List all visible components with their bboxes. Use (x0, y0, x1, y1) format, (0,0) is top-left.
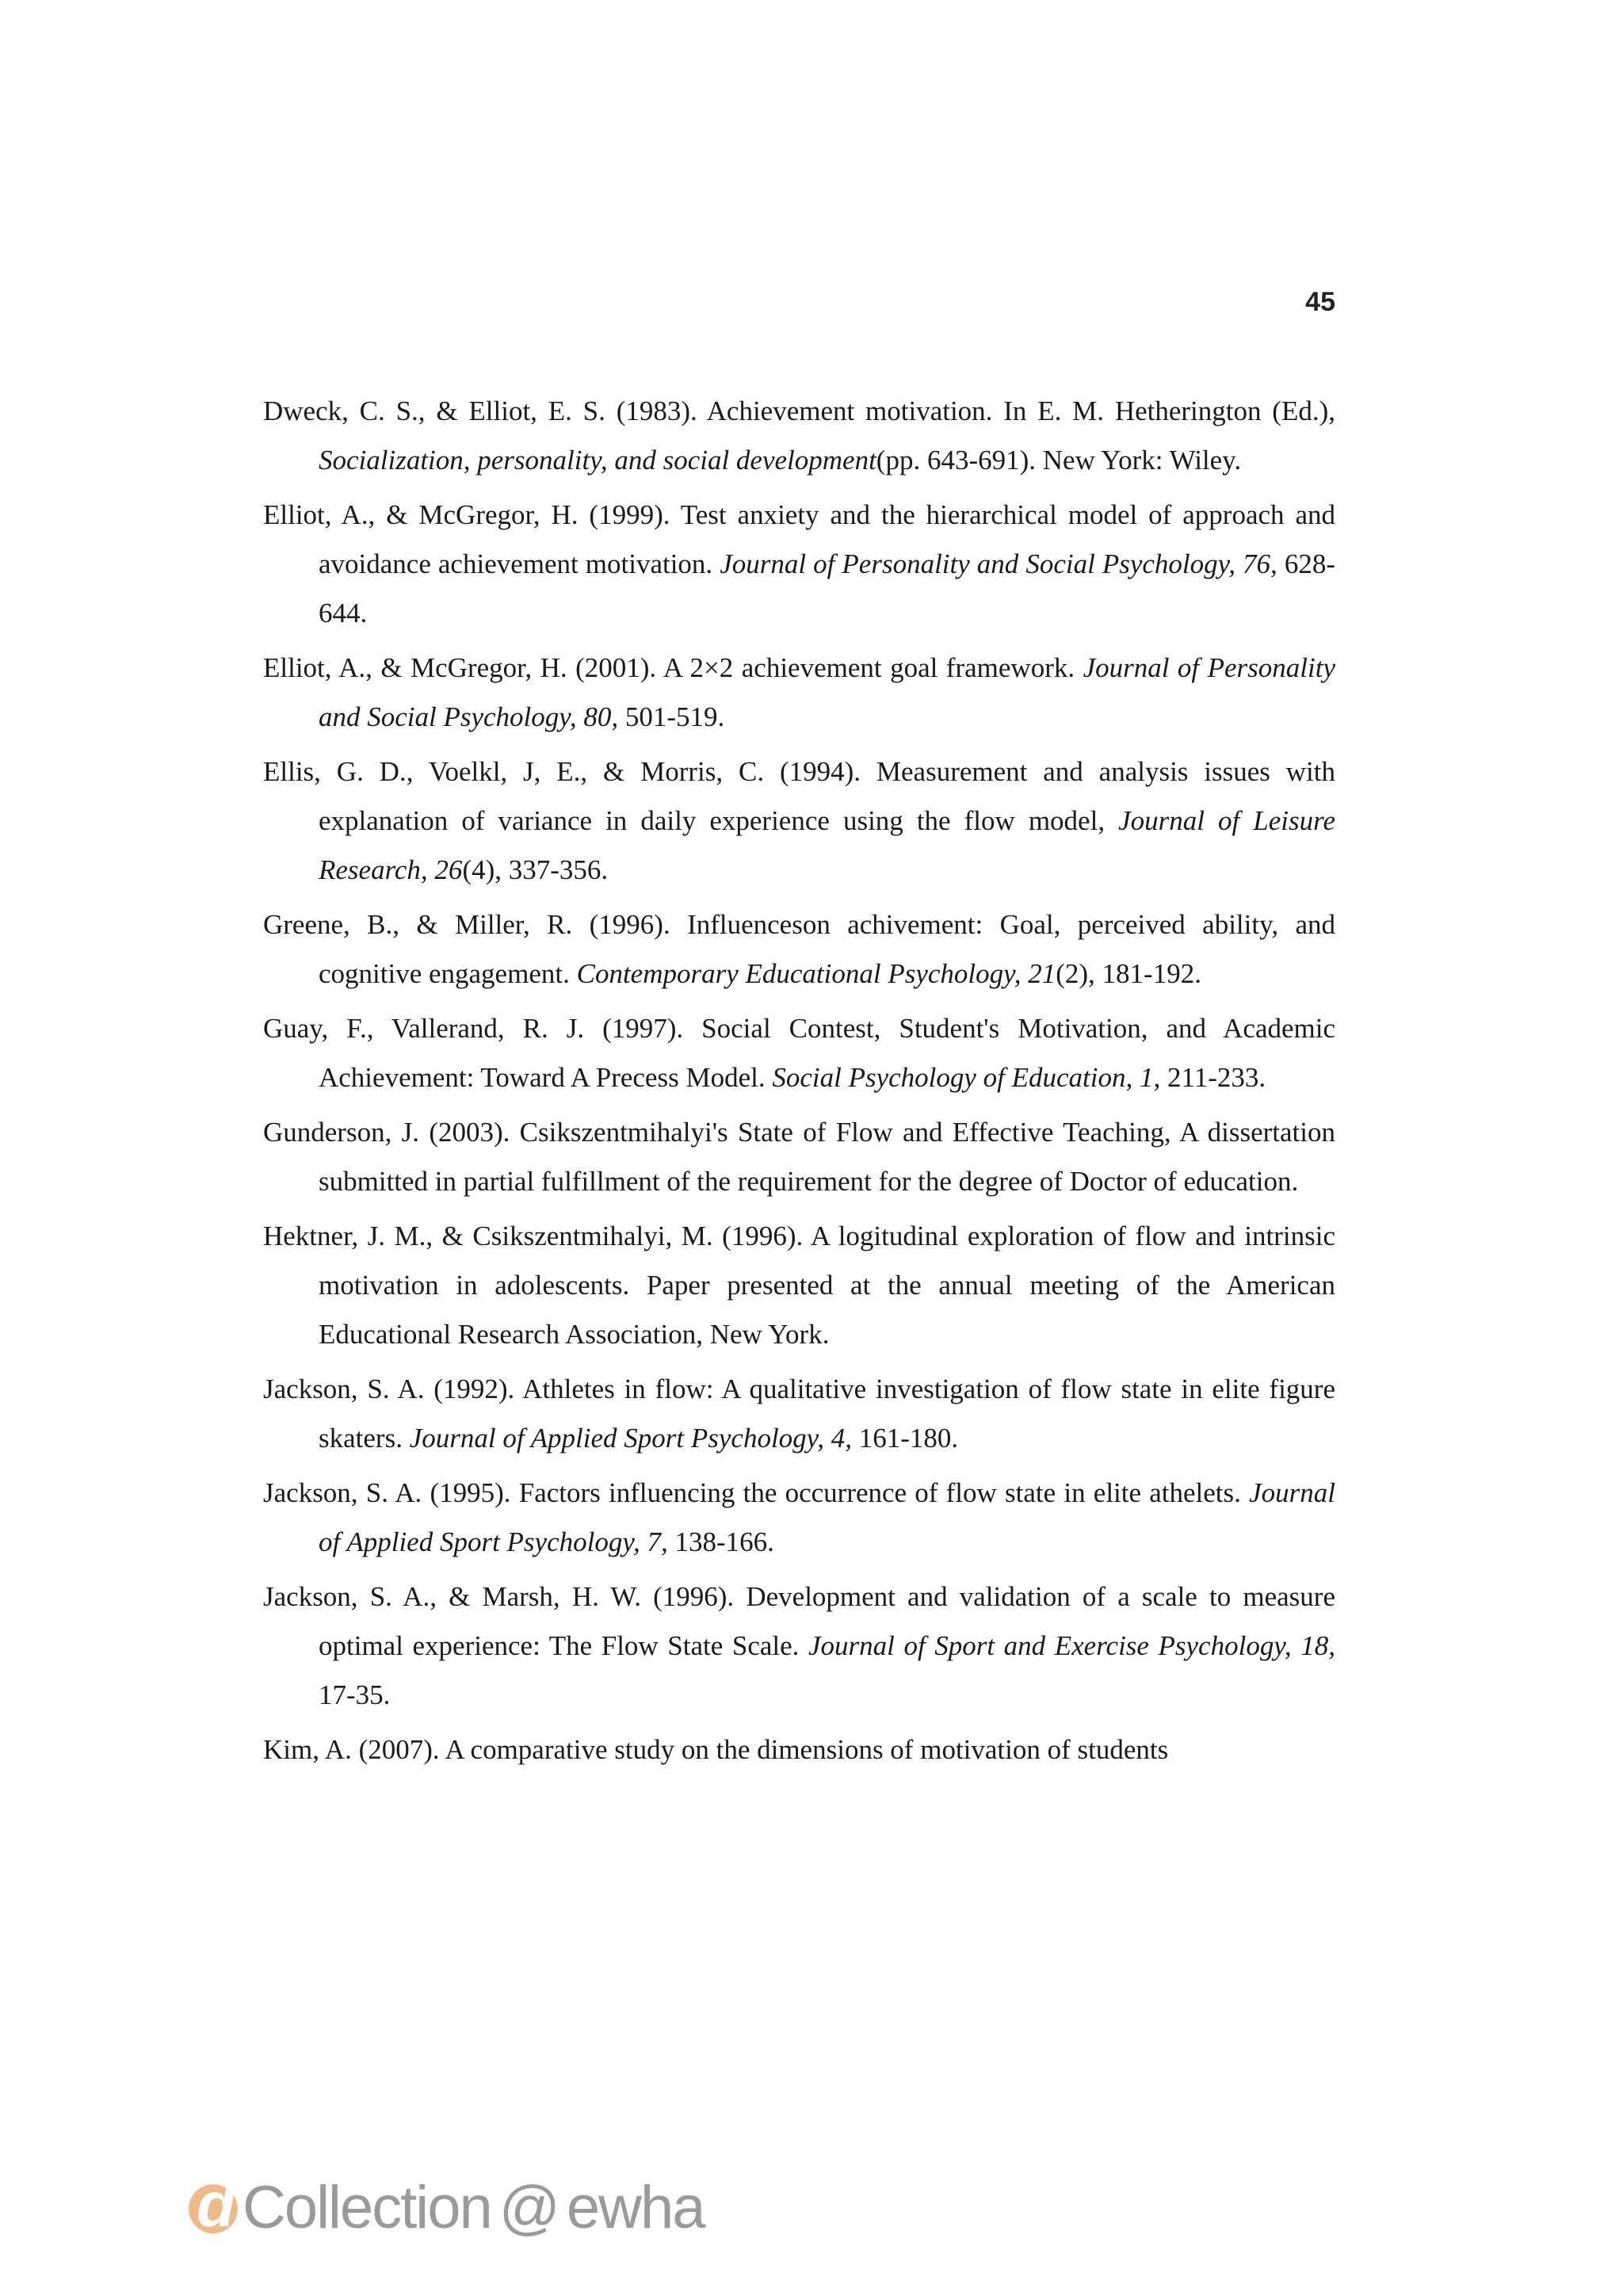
reference-entry: Elliot, A., & McGregor, H. (2001). A 2×2 achievement goal framework. Journal of Personality and Social Psychology, 80, 501-519. (263, 652, 1335, 732)
reference-entry: Ellis, G. D., Voelkl, J, E., & Morris, C. (1994). Measurement and analysis issues with explanation of variance in daily experience using the flow model, Journal of Leisure Research, 26(4), 337-356. (263, 756, 1335, 885)
reference-entry: Jackson, S. A. (1995). Factors influencing the occurrence of flow state in elite athelets. Journal of Applied Sport Psychology, 7, 138-166. (263, 1477, 1335, 1557)
reference-entry: Gunderson, J. (2003). Csikszentmihalyi's State of Flow and Effective Teaching, A dissertation submitted in partial fulfillment of the requirement for the degree of Doctor of education. (263, 1117, 1335, 1197)
dcollection-logo (184, 2168, 705, 2247)
reference-entry: Jackson, S. A. (1992). Athletes in flow: A qualitative investigation of flow state in elite figure skaters. Journal of Applied Sport Psychology, 4, 161-180. (263, 1373, 1335, 1454)
reference-entry: Jackson, S. A., & Marsh, H. W. (1996). Development and validation of a scale to measure optimal experience: The Flow State Scale. Journal of Sport and Exercise Psychology, 18, 17-35. (263, 1581, 1336, 1710)
reference-entry: Kim, A. (2007). A comparative study on the dimensions of motivation of students (263, 1734, 1169, 1765)
logo-text: Collection @ ewha (242, 2173, 705, 2241)
reference-entry: Elliot, A., & McGregor, H. (1999). Test anxiety and the hierarchical model of approach and avoidance achievement motivation. Journal of Personality and Social Psychology, 76, 628-644. (263, 499, 1335, 628)
reference-entry: Greene, B., & Miller, R. (1996). Influenceson achivement: Goal, perceived ability, and cognitive engagement. Contemporary Educational Psychology, 21(2), 181-192. (263, 909, 1335, 989)
reference-entry: Guay, F., Vallerand, R. J. (1997). Social Contest, Student's Motivation, and Academic Achievement: Toward A Precess Model. Social Psychology of Education, 1, 211-233. (263, 1013, 1335, 1093)
dcollection-logo-icon: d (184, 2172, 247, 2243)
reference-entry: Hektner, J. M., & Csikszentmihalyi, M. (1996). A logitudinal exploration of flow and intrinsic motivation in adolescents. Paper presented at the annual meeting of the American Educational Research Association, New York. (263, 1221, 1335, 1350)
reference-entry: Dweck, C. S., & Elliot, E. S. (1983). Achievement motivation. In E. M. Hetherington (Ed.), Socialization, personality, and social development(pp. 643-691). New York: Wiley. (263, 395, 1335, 476)
reference-list (263, 387, 1335, 1780)
page-number: 45 (1305, 287, 1335, 317)
